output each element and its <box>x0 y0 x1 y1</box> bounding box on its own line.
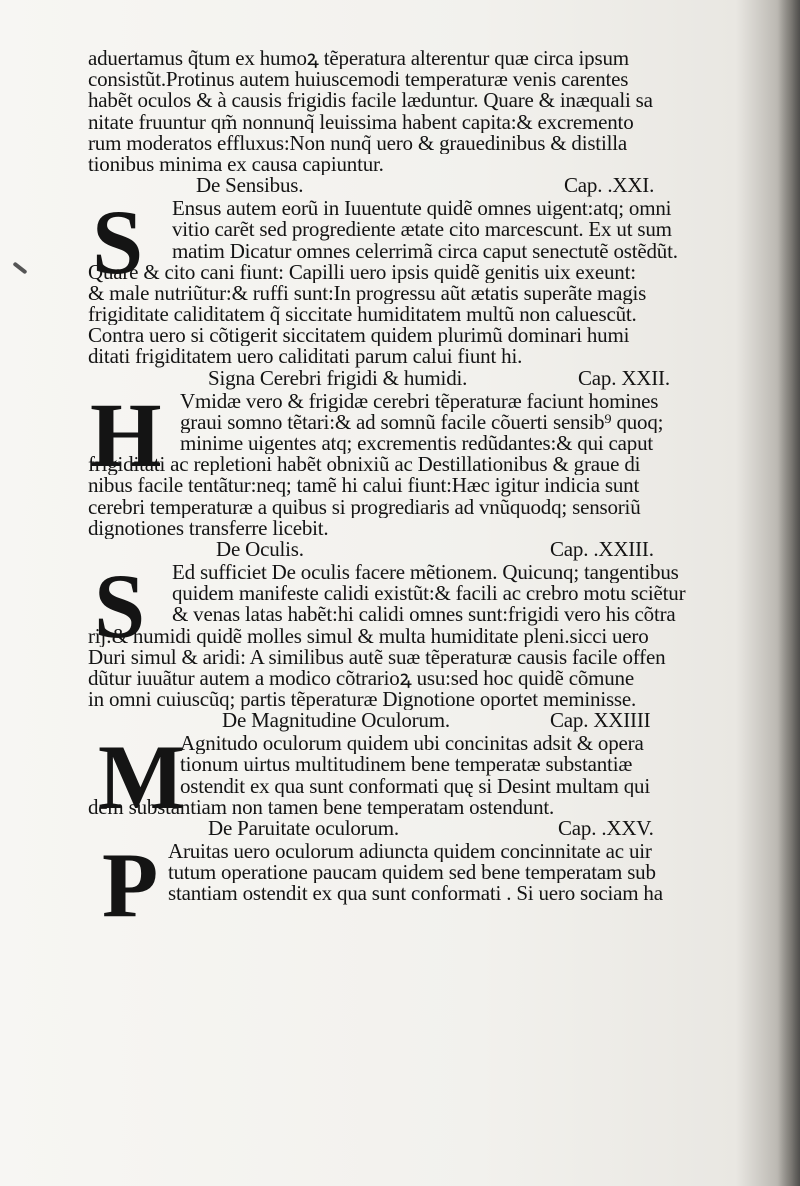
text-line: nibus facile tentãtur:neq; tamẽ hi calui fiunt:Hæc igitur indicia sunt <box>88 475 640 497</box>
intro-paragraph <box>88 48 768 175</box>
text-line: habẽt oculos & à causis frigidis facile læduntur. Quare & inæquali sa <box>88 90 653 112</box>
chapter-number: Cap. .XXIII. <box>550 536 654 561</box>
text-line: Aruitas uero oculorum adiuncta quidem concinnitate ac uir <box>168 841 652 863</box>
chapter-title: De Paruitate oculorum. <box>208 816 399 840</box>
margin-mark <box>12 261 27 274</box>
text-line: tionibus minima ex causa capiuntur. <box>88 153 384 176</box>
text-line: Duri simul & aridi: A similibus autẽ suæ tẽperaturæ causis facile offen <box>88 646 666 668</box>
drop-cap-initial: S <box>92 191 143 294</box>
chapter-heading <box>88 175 768 198</box>
text-line: dignotiones transferre licebit. <box>88 517 329 539</box>
text-line: nitate fruuntur qm̃ nonnunq̃ leuissima habent capita:& excremento <box>88 111 634 133</box>
text-line: Ensus autem eorũ in Iuuentute quidẽ omnes uigent:atq; omni <box>172 198 672 220</box>
chapter-number: Cap. XXII. <box>578 365 670 390</box>
chapter-body <box>88 834 768 936</box>
chapter-title: Signa Cerebri frigidi & humidi. <box>208 365 468 390</box>
page-text <box>88 48 768 936</box>
text-line: frigiditate caliditatem q̃ siccitate humiditatem multũ non caluescũt. <box>88 304 637 326</box>
text-line: Quare & cito cani fiunt: Capilli uero ipsis quidẽ genitis uix exeunt: <box>88 261 636 283</box>
chapter-body <box>88 554 768 711</box>
chapter-body <box>88 191 768 368</box>
chapter-heading <box>88 536 768 562</box>
chapter-title: De Sensibus. <box>196 173 304 198</box>
text-line: graui somno tẽtari:& ad somnũ facile cõuerti sensib⁹ quoq; <box>180 411 664 433</box>
text-line: consistũt.Protinus autem huiuscemodi temperaturæ venis carentes <box>88 69 629 91</box>
text-line: rum moderatos effluxus:Non nunq̃ uero & grauedinibus & distilla <box>88 132 627 154</box>
text-line: quidem manifeste calidi existũt:& facili ac crebro motu sciẽtur <box>172 583 686 605</box>
drop-cap-initial: S <box>94 554 145 657</box>
text-line: dem substantiam non tamen bene temperatam ostendunt. <box>88 796 555 818</box>
chapter-title: De Magnitudine Oculorum. <box>222 708 450 733</box>
chapter-number: Cap. .XXV. <box>558 816 654 840</box>
text-line: frigiditati ac repletioni habẽt obnixiũ ac Destillationibus & graue di <box>88 454 641 476</box>
chapter-heading <box>88 710 768 733</box>
text-line: dũtur iuuãtur autem a modico cõtrarioꝝ usu:sed hoc quidẽ cõmune <box>88 667 634 690</box>
text-line: & venas latas habẽt:hi calidi omnes sunt:frigidi vero his cõtra <box>172 604 676 626</box>
text-line: Agnitudo oculorum quidem ubi concinitas adsit & opera <box>180 733 644 755</box>
text-line: in omni cuiuscũq; partis tẽperaturæ Dignotione oportet meminisse. <box>88 689 637 711</box>
chapter-title: De Oculis. <box>216 536 304 561</box>
page-gutter-shadow <box>778 0 800 1186</box>
text-line: matim Dicatur omnes celerrimã circa caput senectutẽ ostẽdũt. <box>172 240 678 262</box>
text-line: ditati frigiditatem uero caliditati parum calui fiunt hi. <box>88 346 523 368</box>
text-line: stantiam ostendit ex qua sunt conformati . Si uero sociam ha <box>168 883 663 905</box>
chapter-body <box>88 383 768 539</box>
text-line: rij:& humidi quidẽ molles simul & multa humiditate pleni.sicci uero <box>88 625 649 647</box>
drop-cap-initial: M <box>98 726 185 829</box>
text-line: ostendit ex qua sunt conformati quę si Desint multam qui <box>180 775 650 797</box>
text-line: vitio carẽt sed progrediente ætate cito marcescunt. Ex ut sum <box>172 219 672 241</box>
text-line: & male nutriũtur:& ruffi sunt:In progressu aũt ætatis superãte magis <box>88 282 647 305</box>
chapter-heading <box>88 818 768 841</box>
text-line: Vmidæ vero & frigidæ cerebri tẽperaturæ faciunt homines <box>180 390 659 412</box>
text-line: minime uigentes atq; excrementis redũdantes:& qui caput <box>180 433 654 455</box>
text-line: Ed sufficiet De oculis facere mẽtionem. Quicunq; tangentibus <box>172 561 679 584</box>
text-line: tionum uirtus multitudinem bene temperatæ substantiæ <box>180 754 633 776</box>
chapter-heading <box>88 365 768 391</box>
drop-cap-initial: H <box>90 383 162 486</box>
drop-cap-initial: P <box>102 834 158 936</box>
chapter-number: Cap. .XXI. <box>564 173 655 198</box>
text-line: aduertamus q̃tum ex humoꝝ tẽperatura alterentur quæ circa ipsum <box>88 48 629 70</box>
text-line: cerebri temperaturæ a quibus si progrediaris ad vnũquodq; sensoriũ <box>88 496 641 518</box>
text-line: Contra uero si cõtigerit siccitatem quidem plurimũ dominari humi <box>88 325 630 347</box>
text-line: tutum operatione paucam quidem sed bene temperatam sub <box>168 862 656 884</box>
chapter-number: Cap. XXIIII <box>550 708 651 733</box>
